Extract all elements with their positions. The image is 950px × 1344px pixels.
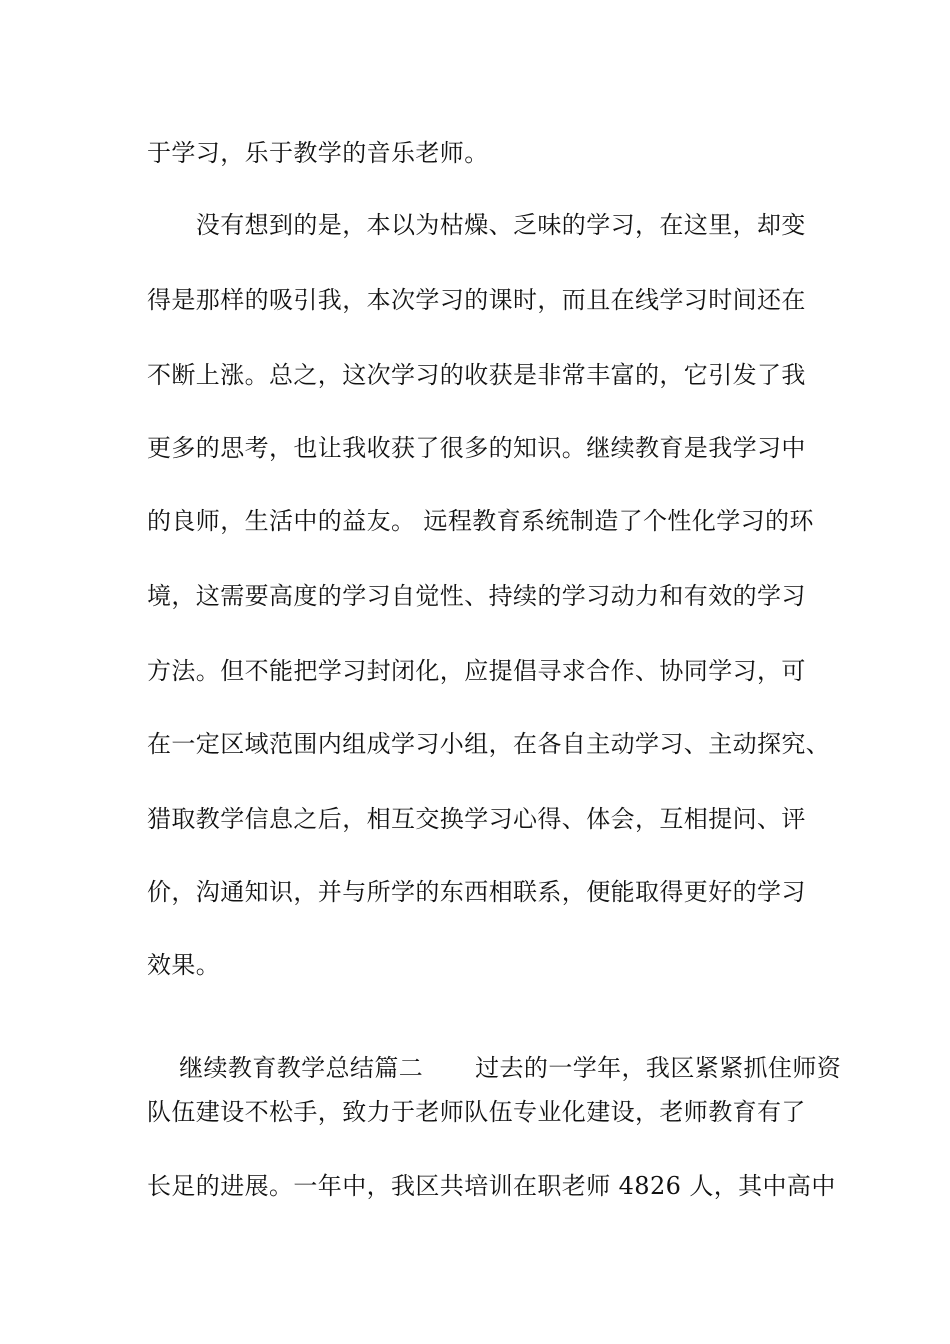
paragraph-line: 长足的进展。一年中，我区共培训在职老师 4826 人，其中高中 <box>147 1172 836 1200</box>
section-first-line: 过去的一学年，我区紧紧抓住师资 <box>475 1054 842 1082</box>
paragraph-line: 效果。 <box>147 951 221 979</box>
paragraph-line: 得是那样的吸引我，本次学习的课时，而且在线学习时间还在 <box>147 286 806 314</box>
paragraph-line: 境，这需要高度的学习自觉性、持续的学习动力和有效的学习 <box>147 582 806 610</box>
paragraph-line: 队伍建设不松手，致力于老师队伍专业化建设，老师教育有了 <box>147 1098 806 1126</box>
paragraph-line: 价，沟通知识，并与所学的东西相联系，便能取得更好的学习 <box>147 878 806 906</box>
section-title: 继续教育教学总结篇二 <box>179 1054 424 1082</box>
paragraph-line: 没有想到的是，本以为枯燥、乏味的学习，在这里，却变 <box>147 211 806 239</box>
paragraph-line: 方法。但不能把学习封闭化，应提倡寻求合作、协同学习，可 <box>147 657 806 685</box>
paragraph-line: 在一定区域范围内组成学习小组，在各自主动学习、主动探究、 <box>147 730 831 758</box>
paragraph-line: 不断上涨。总之，这次学习的收获是非常丰富的，它引发了我 <box>147 361 806 389</box>
paragraph-line: 猎取教学信息之后，相互交换学习心得、体会，互相提问、评 <box>147 805 806 833</box>
paragraph-line: 的良师，生活中的益友。 远程教育系统制造了个性化学习的环 <box>147 507 814 535</box>
paragraph-line: 更多的思考，也让我收获了很多的知识。继续教育是我学习中 <box>147 434 806 462</box>
paragraph-line: 于学习，乐于教学的音乐老师。 <box>147 139 489 167</box>
